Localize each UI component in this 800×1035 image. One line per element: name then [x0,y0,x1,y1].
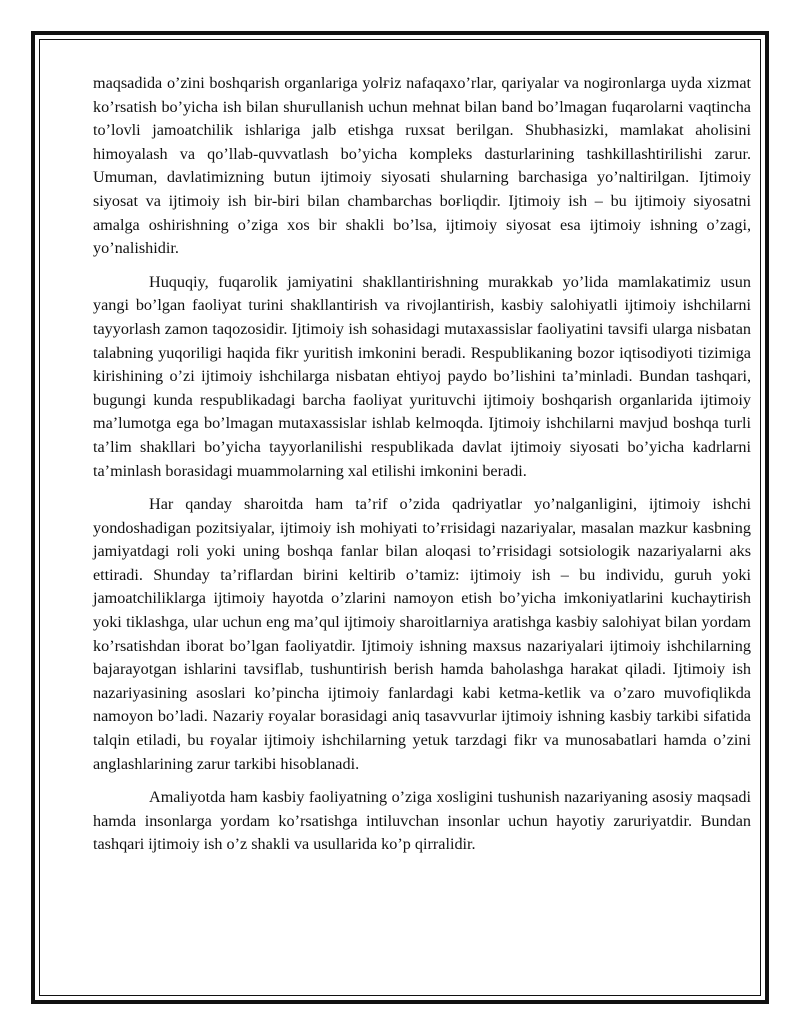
paragraph-3: Har qanday sharoitda ham ta’rif o’zida qadriyatlar yo’nalganligini, ijtimoiy ishchi yondoshadigan pozitsiyalar, ijtimoiy ish mohiyati to’ғrisidagi nazariyalar, masalan mazkur kasbning jamiyatdagi roli yoki uning boshqa fanlar bilan aloqasi to’ғrisidagi sotsiologik nazariyalarni aks ettiradi. Shunday ta’riflardan birini keltirib o’tamiz: ijtimoiy ish – bu individu, guruh yoki jamoatchiliklarga ijtimoiy hayotda o’zlarini namoyon etish bo’yicha imkoniyatlarini kuchaytirish yoki tiklashga, ular uchun eng ma’qul ijtimoiy sharoitlarniya aratishga kasbiy salohiyat bilan yordam ko’rsatishdan iborat bo’lgan faoliyatdir. Ijtimoiy ishning maxsus nazariyalari ijtimoiy ishchilarning bajarayotgan ishlarini tavsiflab, tushuntirish berish hamda baholashga harakat qiladi. Ijtimoiy ish nazariyasining asoslari ko’pincha ijtimoiy fanlardagi kabi ketma-ketlik va o’zaro muvofiqlikda namoyon bo’ladi. Nazariy ғoyalar borasidagi aniq tasavvurlar ijtimoiy ishning kasbiy tarkibi sifatida talqin etiladi, bu ғoyalar ijtimoiy ishchilarning yetuk tarzdagi fikr va munosabatlari hamda o’zini anglashlarining zarur tarkibi hisoblanadi. [93,495,751,773]
document-body [93,72,751,867]
paragraph-1: maqsadida o’zini boshqarish organlariga yolғiz nafaqaxo’rlar, qariyalar va nogironlarga uyda xizmat ko’rsatish bo’yicha ish bilan shuғullanish uchun mehnat bilan band bo’lmagan fuqarolarni vaqtincha to’lovli jamoatchilik ishlariga jalb etishga ruxsat berilgan. Shubhasizki, mamlakat aholisini himoyalash va qo’llab-quvvatlash bo’yicha kompleks dasturlarining tashkillashtirilishi zarur. Umuman, davlatimizning butun ijtimoiy siyosati shularning barchasiga yo’naltirilgan. Ijtimoiy siyosat va ijtimoiy ish bir-biri bilan chambarchas boғliqdir. Ijtimoiy ish – bu ijtimoiy siyosatni amalga oshirishning o’ziga xos bir shakli bo’lsa, ijtimoiy siyosat esa ijtimoiy ishning o’zagi, yo’nalishidir. [93,74,751,258]
paragraph-2: Huquqiy, fuqarolik jamiyatini shakllantirishning murakkab yo’lida mamlakatimiz usun yangi bo’lgan faoliyat turini shakllantirish va rivojlantirish, kasbiy salohiyatli ijtimoiy ishchilarni tayyorlash zamon taqozosidir. Ijtimoiy ish sohasidagi mutaxassislar faoliyatini tavsifi ularga nisbatan talabning yuqoriligi haqida fikr yuritish imkonini beradi. Respublikaning bozor iqtisodiyoti tizimiga kirishining o’zi ijtimoiy ishchilarga nisbatan ehtiyoj paydo bo’lishini ta’minladi. Bundan tashqari, bugungi kunda respublikadagi barcha faoliyat yurituvchi ijtimoiy boshqarish organlarida ijtimoiy ma’lumotga ega bo’lmagan mutaxassislar ishlab kelmoqda. Ijtimoiy ishchilarni mavjud boshqa turli ta’lim shakllari bo’yicha tayyorlanilishi respublikada davlat ijtimoiy siyosati bo’yicha kadrlarni ta’minlash borasidagi muammolarning xal etilishi imkonini beradi. [93,272,751,480]
paragraph-4: Amaliyotda ham kasbiy faoliyatning o’ziga xosligini tushunish nazariyaning asosiy maqsadi hamda insonlarga yordam ko’rsatishga intiluvchan insonlar uchun hayotiy zaruriyatdir. Bundan tashqari ijtimoiy ish o’z shakli va usullarida ko’p qirralidir. [93,788,751,854]
